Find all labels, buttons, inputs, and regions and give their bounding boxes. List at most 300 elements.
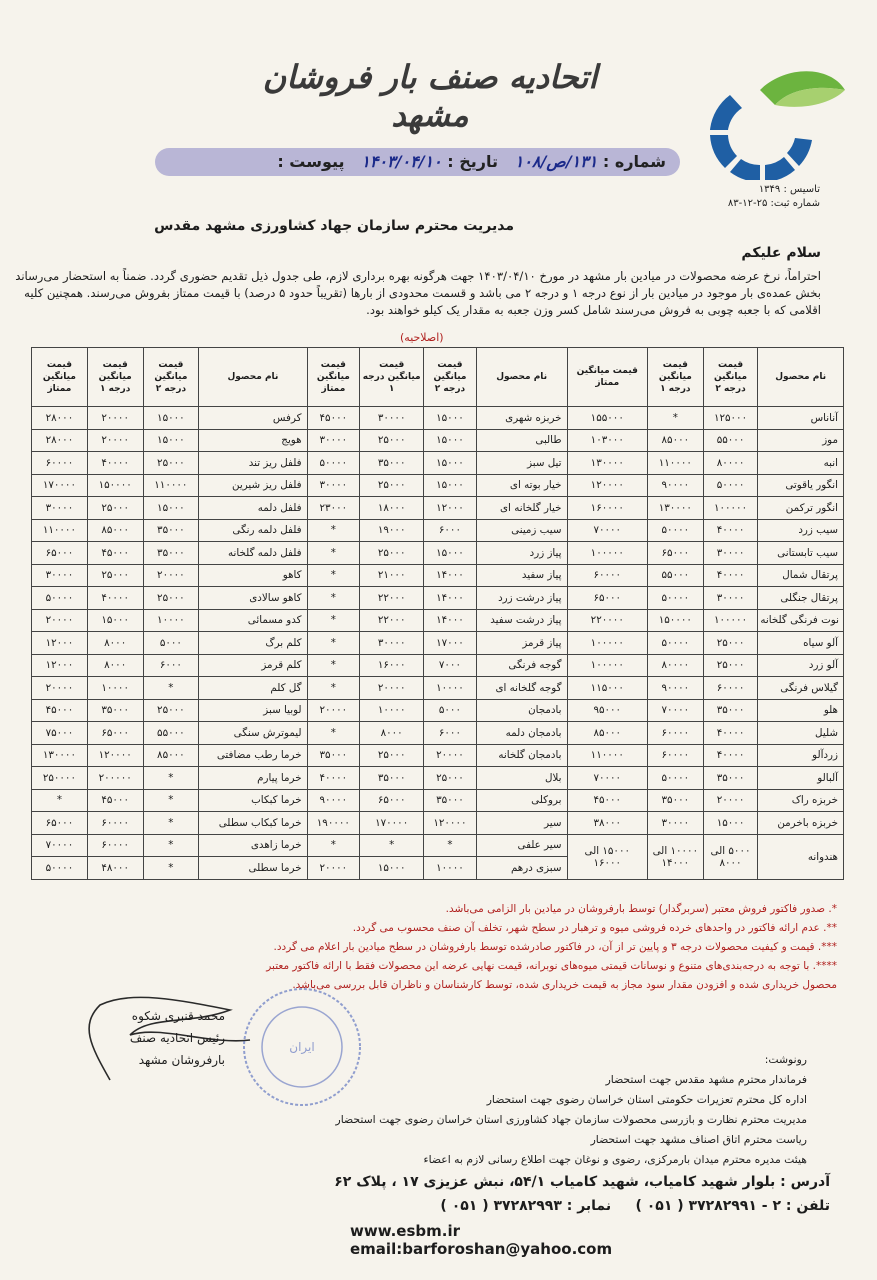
table-row — [32, 677, 844, 700]
table-cell-price-premium: ۴۰۰۰۰ — [307, 767, 360, 790]
cc-item: اداره کل محترم تعزیرات حکومتی استان خراسان رضوی جهت استحضار — [486, 1093, 807, 1106]
table-cell-price-premium: ۲۸۰۰۰ — [32, 429, 88, 452]
table-cell-product-name: بادمجان — [476, 699, 567, 722]
table-cell-product-name: کاهو سالادی — [199, 587, 307, 610]
table-cell-price-grade1: ۱۰۰۰۰ الی ۱۴۰۰۰ — [648, 834, 704, 879]
table-cell-price-grade2: ۱۵۰۰۰ — [424, 407, 477, 430]
table-cell-price-premium: ۷۰۰۰۰ — [567, 519, 647, 542]
footnote: ***. قیمت و کیفیت محصولات درجه ۳ و پایین تر از آن، در فاکتور صادرشده توسط بارفروشان در سطح میادین بار اعلام می گردد. — [273, 941, 837, 953]
table-cell-price-grade2: ۷۰۰۰ — [424, 654, 477, 677]
footer-fax: نمابر : ۳۷۲۸۲۹۹۳ ( ۰۵۱ ) — [440, 1198, 612, 1214]
email-link[interactable]: email:barforoshan@yahoo.com — [350, 1240, 613, 1258]
table-cell-product-name: پرتقال جنگلی — [758, 587, 844, 610]
date-label: تاریخ : — [447, 152, 499, 171]
table-row — [32, 632, 844, 655]
table-cell-price-premium: ۹۵۰۰۰ — [567, 699, 647, 722]
table-cell-product-name: سیب زمینی — [476, 519, 567, 542]
table-cell-product-name: موز — [758, 429, 844, 452]
correction-note: (اصلاحیه) — [400, 331, 444, 344]
table-cell-price-grade1: ۱۲۰۰۰۰ — [87, 744, 143, 767]
table-cell-price-grade1: ۳۰۰۰۰ — [360, 407, 424, 430]
table-cell-price-grade2: ۵۰۰۰ الی ۸۰۰۰ — [703, 834, 758, 879]
table-cell-price-grade2: ۳۵۰۰۰ — [143, 519, 199, 542]
table-cell-price-grade2: ۶۰۰۰ — [424, 722, 477, 745]
table-cell-price-grade2: ۳۵۰۰۰ — [703, 767, 758, 790]
table-cell-product-name: انبه — [758, 452, 844, 475]
table-cell-price-grade2: * — [143, 834, 199, 857]
table-cell-product-name: فلفل ریز شیرین — [199, 474, 307, 497]
table-cell-price-premium: ۱۰۰۰۰۰ — [567, 542, 647, 565]
price-table — [31, 347, 844, 880]
header-premium: قیمت میانگین ممتاز — [307, 348, 360, 407]
table-cell-price-premium: ۶۰۰۰۰ — [32, 452, 88, 475]
table-cell-price-premium: ۲۰۰۰۰ — [307, 699, 360, 722]
signer-role: رئیس اتحادیه صنف بارفروشان مشهد — [129, 1031, 225, 1067]
union-logo-icon — [690, 60, 850, 180]
table-cell-price-grade2: ۱۵۰۰۰ — [703, 812, 758, 835]
table-row — [32, 789, 844, 812]
table-cell-product-name: بادمجان دلمه — [476, 722, 567, 745]
table-cell-price-premium: ۱۱۰۰۰۰ — [567, 744, 647, 767]
table-cell-price-premium: ۲۸۰۰۰ — [32, 407, 88, 430]
table-cell-price-grade1: * — [360, 834, 424, 857]
table-cell-price-grade1: ۲۵۰۰۰ — [360, 744, 424, 767]
table-cell-product-name: سیب تابستانی — [758, 542, 844, 565]
table-cell-product-name: گل کلم — [199, 677, 307, 700]
table-cell-price-premium: ۳۰۰۰۰ — [307, 474, 360, 497]
table-cell-product-name: بروکلی — [476, 789, 567, 812]
table-cell-price-grade2: ۳۰۰۰۰ — [703, 587, 758, 610]
table-cell-product-name: خرما کبکاب — [199, 789, 307, 812]
table-cell-price-grade1: ۶۵۰۰۰ — [87, 722, 143, 745]
table-cell-product-name: نوت فرنگی گلخانه — [758, 609, 844, 632]
table-cell-product-name: بادمجان گلخانه — [476, 744, 567, 767]
established-info — [710, 183, 820, 211]
footer-web — [350, 1222, 730, 1258]
table-cell-price-premium: ۹۰۰۰۰ — [307, 789, 360, 812]
table-cell-price-premium: ۲۳۰۰۰ — [307, 497, 360, 520]
table-cell-price-premium: * — [307, 677, 360, 700]
header-grade2: قیمت میانگین درجه ۲ — [703, 348, 758, 407]
attachment-label: پیوست : — [277, 152, 345, 171]
table-cell-price-grade1: ۲۰۰۰۰ — [87, 429, 143, 452]
table-cell-product-name: سیر علفی — [476, 834, 567, 857]
table-cell-price-grade2: ۲۵۰۰۰ — [143, 699, 199, 722]
table-cell-price-grade1: ۲۵۰۰۰ — [360, 474, 424, 497]
table-row — [32, 474, 844, 497]
table-row — [32, 609, 844, 632]
letter-paragraph: احتراماً، نرخ عرضه محصولات در میادین بار مشهد در مورخ ۱۴۰۳/۰۴/۱۰ جهت هرگونه بهره برداری لازم، طی جدول ذیل تقدیم حضوری گردد. ضمناً به استحضار می‌رساند بخش عمده‌ی بار موجود در میادین بار از نوع درجه ۱ و درجه ۲ می باشد و قسمت محدودی از بارها (تقریباً حدود ۵ درصد) با قیمت ممتاز بفروش می‌رسند. همچنین کلیه اقلامی که با جعبه چوبی به فروش می‌رسند شامل کسر وزن جعبه به مقدار یک کیلو خواهند بود. — [15, 269, 821, 317]
table-cell-price-grade1: ۳۰۰۰۰ — [360, 632, 424, 655]
table-row — [32, 744, 844, 767]
table-row — [32, 564, 844, 587]
footnotes — [37, 900, 837, 995]
table-cell-price-premium: ۲۰۰۰۰ — [32, 609, 88, 632]
table-cell-price-grade2: ۴۰۰۰۰ — [703, 519, 758, 542]
table-row — [32, 497, 844, 520]
table-cell-product-name: پیاز زرد — [476, 542, 567, 565]
table-cell-price-grade2: * — [143, 812, 199, 835]
table-cell-product-name: خربزه راک — [758, 789, 844, 812]
table-cell-price-premium: ۱۷۰۰۰۰ — [32, 474, 88, 497]
table-cell-price-grade1: ۴۵۰۰۰ — [87, 542, 143, 565]
addressee: مدیریت محترم سازمان جهاد کشاورزی مشهد مقدس — [154, 218, 514, 234]
table-cell-price-grade1: ۳۵۰۰۰ — [360, 767, 424, 790]
table-cell-price-premium: ۳۵۰۰۰ — [307, 744, 360, 767]
table-row — [32, 812, 844, 835]
table-cell-price-grade1: ۵۰۰۰۰ — [648, 632, 704, 655]
table-cell-price-premium: ۴۵۰۰۰ — [567, 789, 647, 812]
table-cell-product-name: پیاز درشت سفید — [476, 609, 567, 632]
table-cell-price-grade2: ۲۰۰۰۰ — [703, 789, 758, 812]
table-cell-price-grade1: ۸۵۰۰۰ — [87, 519, 143, 542]
table-cell-price-grade1: ۱۳۰۰۰۰ — [648, 497, 704, 520]
table-cell-price-grade1: ۶۵۰۰۰ — [360, 789, 424, 812]
table-row — [32, 452, 844, 475]
table-cell-product-name: آلبالو — [758, 767, 844, 790]
table-cell-price-grade2: ۱۵۰۰۰ — [424, 474, 477, 497]
table-cell-price-grade1: ۲۰۰۰۰۰ — [87, 767, 143, 790]
table-cell-price-premium: * — [307, 632, 360, 655]
table-cell-price-grade2: ۶۰۰۰ — [424, 519, 477, 542]
table-cell-price-grade2: ۱۴۰۰۰ — [424, 587, 477, 610]
table-cell-price-grade1: ۲۰۰۰۰ — [360, 677, 424, 700]
table-cell-product-name: سبزی درهم — [476, 857, 567, 880]
table-cell-price-grade1: ۶۰۰۰۰ — [87, 834, 143, 857]
table-cell-product-name: پیاز سفید — [476, 564, 567, 587]
signature-block — [85, 1005, 225, 1071]
table-cell-product-name: خرما سطلی — [199, 857, 307, 880]
table-cell-price-grade1: ۴۸۰۰۰ — [87, 857, 143, 880]
table-cell-product-name: آلو سیاه — [758, 632, 844, 655]
table-cell-price-grade2: * — [424, 834, 477, 857]
table-cell-price-grade2: ۲۵۰۰۰ — [143, 452, 199, 475]
table-cell-product-name: آناناس — [758, 407, 844, 430]
table-cell-price-premium: ۱۱۵۰۰۰ — [567, 677, 647, 700]
header-grade2: قیمت میانگین درجه ۲ — [424, 348, 477, 407]
table-cell-price-grade2: * — [143, 857, 199, 880]
table-cell-price-premium: ۲۰۰۰۰ — [32, 677, 88, 700]
table-cell-product-name: هویج — [199, 429, 307, 452]
table-cell-price-grade2: ۲۰۰۰۰ — [143, 564, 199, 587]
table-cell-product-name: فلفل دلمه گلخانه — [199, 542, 307, 565]
table-cell-price-grade1: ۶۰۰۰۰ — [648, 722, 704, 745]
table-cell-price-grade1: ۵۰۰۰۰ — [648, 519, 704, 542]
letterhead-title: اتحادیه صنف بار فروشان مشهد — [262, 58, 598, 134]
table-cell-price-grade2: ۵۰۰۰ — [143, 632, 199, 655]
table-cell-price-premium: ۶۰۰۰۰ — [567, 564, 647, 587]
table-cell-price-grade2: ۱۲۵۰۰۰ — [703, 407, 758, 430]
table-cell-product-name: خرما کبکاب سطلی — [199, 812, 307, 835]
table-cell-product-name: گوجه فرنگی — [476, 654, 567, 677]
header-grade1: قیمت میانگین درجه ۱ — [648, 348, 704, 407]
table-cell-price-grade2: ۱۵۰۰۰ — [424, 429, 477, 452]
table-cell-price-grade2: ۵۰۰۰۰ — [703, 474, 758, 497]
table-cell-price-grade2: ۱۰۰۰۰ — [143, 609, 199, 632]
table-cell-price-grade1: ۲۵۰۰۰ — [87, 564, 143, 587]
table-cell-product-name: پیاز درشت زرد — [476, 587, 567, 610]
table-cell-price-premium: ۲۰۰۰۰ — [307, 857, 360, 880]
table-cell-price-grade1: ۱۶۰۰۰ — [360, 654, 424, 677]
table-cell-price-premium: ۴۵۰۰۰ — [307, 407, 360, 430]
table-cell-product-name: پرتقال شمال — [758, 564, 844, 587]
footer-phones — [90, 1194, 830, 1218]
table-cell-product-name: کلم برگ — [199, 632, 307, 655]
table-cell-price-premium: ۱۹۰۰۰۰ — [307, 812, 360, 835]
greeting: سلام علیکم — [741, 245, 821, 261]
header-product: نام محصول — [476, 348, 567, 407]
table-cell-product-name: گوجه گلخانه ای — [476, 677, 567, 700]
table-cell-price-grade1: ۳۵۰۰۰ — [360, 452, 424, 475]
table-cell-price-premium: * — [307, 609, 360, 632]
table-cell-price-premium: * — [307, 542, 360, 565]
table-row — [32, 519, 844, 542]
table-row — [32, 587, 844, 610]
table-cell-price-premium: ۱۳۰۰۰۰ — [32, 744, 88, 767]
table-cell-price-grade2: ۳۵۰۰۰ — [143, 542, 199, 565]
table-header-row — [32, 348, 844, 407]
table-row — [32, 722, 844, 745]
table-cell-price-grade2: ۱۴۰۰۰ — [424, 609, 477, 632]
table-cell-product-name: هندوانه — [758, 834, 844, 879]
table-cell-price-grade2: ۶۰۰۰ — [143, 654, 199, 677]
table-cell-price-grade1: ۱۵۰۰۰۰ — [87, 474, 143, 497]
table-cell-price-premium: ۱۱۰۰۰۰ — [32, 519, 88, 542]
table-cell-price-premium: ۷۵۰۰۰ — [32, 722, 88, 745]
table-row — [32, 407, 844, 430]
table-cell-product-name: سیر — [476, 812, 567, 835]
table-cell-price-grade2: ۵۰۰۰ — [424, 699, 477, 722]
table-cell-price-grade1: ۱۵۰۰۰۰ — [648, 609, 704, 632]
table-cell-price-premium: * — [307, 564, 360, 587]
table-cell-price-grade2: ۱۰۰۰۰ — [424, 857, 477, 880]
table-cell-price-grade2: ۴۰۰۰۰ — [703, 564, 758, 587]
table-cell-price-grade1: ۸۰۰۰ — [360, 722, 424, 745]
table-cell-price-grade2: ۱۴۰۰۰ — [424, 564, 477, 587]
table-cell-product-name: کرفس — [199, 407, 307, 430]
table-cell-price-grade2: ۲۵۰۰۰ — [703, 632, 758, 655]
table-cell-price-grade1: ۶۵۰۰۰ — [648, 542, 704, 565]
table-cell-price-premium: ۱۰۰۰۰۰ — [567, 632, 647, 655]
footnote: محصول خریداری شده و افزودن مقدار سود مجاز به قیمت خریداری شده، توسط کارشناسان و ناظران قابل بررسی می‌باشد. — [292, 979, 837, 991]
footnote: ****. با توجه به درجه‌بندی‌های متنوع و نوسانات قیمتی میوه‌های نوبرانه، قیمت نهایی عرضه این محصولات فقط با ارائه فاکتور معتبر — [266, 960, 837, 972]
header-premium: قیمت میانگین ممتاز — [567, 348, 647, 407]
table-cell-price-premium: ۵۰۰۰۰ — [307, 452, 360, 475]
table-cell-price-grade2: ۳۰۰۰۰ — [703, 542, 758, 565]
table-cell-price-premium: ۱۲۰۰۰ — [32, 654, 88, 677]
table-cell-product-name: انگور ترکمن — [758, 497, 844, 520]
table-cell-price-grade2: ۶۰۰۰۰ — [703, 677, 758, 700]
table-cell-price-grade2: ۲۵۰۰۰ — [143, 587, 199, 610]
table-row — [32, 699, 844, 722]
table-cell-price-premium: ۳۰۰۰۰ — [32, 497, 88, 520]
table-cell-price-grade1: ۲۵۰۰۰ — [360, 542, 424, 565]
table-cell-price-grade2: ۱۵۰۰۰ — [143, 429, 199, 452]
table-cell-product-name: کدو مسمائی — [199, 609, 307, 632]
table-cell-price-premium: ۷۰۰۰۰ — [567, 767, 647, 790]
table-cell-product-name: خربزه شهری — [476, 407, 567, 430]
table-cell-price-grade1: ۲۰۰۰۰ — [87, 407, 143, 430]
table-cell-price-premium: ۳۰۰۰۰ — [307, 429, 360, 452]
table-cell-product-name: آلو زرد — [758, 654, 844, 677]
table-cell-product-name: گیلاس فرنگی — [758, 677, 844, 700]
table-cell-price-premium: ۱۶۰۰۰۰ — [567, 497, 647, 520]
table-cell-price-grade1: ۸۰۰۰ — [87, 654, 143, 677]
table-cell-price-grade1: ۶۰۰۰۰ — [648, 744, 704, 767]
table-cell-price-grade2: ۱۵۰۰۰ — [143, 497, 199, 520]
table-cell-product-name: لیموترش سنگی — [199, 722, 307, 745]
table-cell-product-name: خربزه باخرمن — [758, 812, 844, 835]
table-cell-price-grade1: ۸۰۰۰۰ — [648, 654, 704, 677]
table-cell-price-premium: * — [307, 834, 360, 857]
table-cell-price-grade2: ۲۵۰۰۰ — [424, 767, 477, 790]
table-cell-price-grade2: ۲۵۰۰۰ — [703, 654, 758, 677]
table-cell-product-name: خیار بوته ای — [476, 474, 567, 497]
table-cell-price-grade1: ۹۰۰۰۰ — [648, 474, 704, 497]
table-cell-price-grade1: ۲۲۰۰۰ — [360, 587, 424, 610]
table-cell-price-grade1: ۱۰۰۰۰ — [360, 699, 424, 722]
table-cell-price-grade2: ۵۵۰۰۰ — [143, 722, 199, 745]
table-cell-price-premium: ۶۵۰۰۰ — [32, 812, 88, 835]
table-cell-product-name: زردآلو — [758, 744, 844, 767]
footnote: *. صدور فاکتور فروش معتبر (سربرگدار) توسط بارفروشان در میادین بار الزامی می‌باشد. — [445, 903, 837, 915]
table-cell-price-grade2: ۱۲۰۰۰ — [424, 497, 477, 520]
header-grade1: قیمت میانگین درجه ۱ — [87, 348, 143, 407]
table-cell-product-name: فلفل دلمه رنگی — [199, 519, 307, 542]
reference-bar — [155, 148, 680, 176]
table-cell-price-grade1: ۳۰۰۰۰ — [648, 812, 704, 835]
table-cell-price-grade2: ۳۵۰۰۰ — [424, 789, 477, 812]
table-cell-product-name: انگور یاقوتی — [758, 474, 844, 497]
table-cell-price-grade2: ۲۰۰۰۰ — [424, 744, 477, 767]
table-cell-price-premium: ۲۲۰۰۰۰ — [567, 609, 647, 632]
table-cell-price-premium: ۱۲۰۰۰۰ — [567, 474, 647, 497]
table-cell-price-premium: * — [307, 654, 360, 677]
table-cell-price-grade2: ۱۲۰۰۰۰ — [424, 812, 477, 835]
table-cell-price-grade1: ۸۰۰۰ — [87, 632, 143, 655]
website-link[interactable]: www.esbm.ir — [350, 1222, 461, 1240]
table-cell-price-grade2: ۵۵۰۰۰ — [703, 429, 758, 452]
table-cell-price-grade2: ۱۱۰۰۰۰ — [143, 474, 199, 497]
table-cell-price-grade2: ۳۵۰۰۰ — [703, 699, 758, 722]
table-cell-product-name: فلفل ریز تند — [199, 452, 307, 475]
table-cell-price-grade1: ۴۰۰۰۰ — [87, 452, 143, 475]
number-value: ۱۳۱/ص/۱۰۸ — [514, 152, 598, 171]
table-cell-price-grade2: ۸۰۰۰۰ — [703, 452, 758, 475]
table-cell-price-premium: ۱۲۰۰۰ — [32, 632, 88, 655]
table-row — [32, 767, 844, 790]
table-cell-price-grade2: ۸۵۰۰۰ — [143, 744, 199, 767]
table-cell-price-premium: * — [307, 519, 360, 542]
table-cell-price-grade1: ۴۰۰۰۰ — [87, 587, 143, 610]
table-cell-price-premium: ۳۰۰۰۰ — [32, 564, 88, 587]
cc-item: فرماندار محترم مشهد مقدس جهت استحضار — [605, 1073, 807, 1086]
table-row — [32, 429, 844, 452]
established-year: تاسیس : ۱۳۴۹ — [758, 184, 820, 195]
table-cell-price-premium: * — [32, 789, 88, 812]
table-cell-product-name: کلم قرمز — [199, 654, 307, 677]
table-cell-price-grade2: ۱۵۰۰۰ — [424, 452, 477, 475]
table-cell-price-grade2: ۱۵۰۰۰ — [143, 407, 199, 430]
table-cell-price-premium: ۷۰۰۰۰ — [32, 834, 88, 857]
table-cell-price-premium: ۳۸۰۰۰ — [567, 812, 647, 835]
table-cell-price-grade1: ۱۵۰۰۰ — [87, 609, 143, 632]
footer-contact — [90, 1170, 830, 1218]
table-cell-price-grade1: ۴۵۰۰۰ — [87, 789, 143, 812]
cc-item: هیئت مدیره محترم میدان بارمرکزی، رضوی و نوغان جهت اطلاع رسانی لازم به اعضاء — [423, 1153, 807, 1166]
table-cell-price-grade1: ۸۵۰۰۰ — [648, 429, 704, 452]
table-cell-price-grade1: ۱۰۰۰۰ — [87, 677, 143, 700]
table-cell-price-grade1: ۲۱۰۰۰ — [360, 564, 424, 587]
table-cell-price-grade2: ۱۰۰۰۰ — [424, 677, 477, 700]
table-cell-price-premium: ۱۰۳۰۰۰ — [567, 429, 647, 452]
cc-item: مدیریت محترم نظارت و بازرسی محصولات سازمان جهاد کشاورزی استان خراسان رضوی جهت استحضار — [335, 1113, 807, 1126]
table-cell-price-grade1: ۹۰۰۰۰ — [648, 677, 704, 700]
table-cell-price-grade1: ۲۲۰۰۰ — [360, 609, 424, 632]
table-cell-price-premium: * — [307, 587, 360, 610]
footer-address: آدرس : بلوار شهید کامیاب، شهید کامیاب ۵۴/۱، نبش عزیزی ۱۷ ، پلاک ۶۲ — [334, 1174, 830, 1190]
table-cell-price-grade1: ۱۹۰۰۰ — [360, 519, 424, 542]
table-cell-price-premium: ۱۳۰۰۰۰ — [567, 452, 647, 475]
date-value: ۱۴۰۳/۰۴/۱۰ — [361, 152, 442, 171]
table-cell-price-grade1: ۶۰۰۰۰ — [87, 812, 143, 835]
table-cell-price-premium: ۶۵۰۰۰ — [567, 587, 647, 610]
footer-phone: تلفن : ۲ - ۳۷۲۸۲۹۹۱ ( ۰۵۱ ) — [635, 1198, 830, 1214]
header-grade2: قیمت میانگین درجه ۲ — [143, 348, 199, 407]
table-cell-product-name: لوبیا سبز — [199, 699, 307, 722]
table-cell-product-name: خرما رطب مضافتی — [199, 744, 307, 767]
table-cell-price-grade1: ۱۷۰۰۰۰ — [360, 812, 424, 835]
table-cell-price-premium: ۸۵۰۰۰ — [567, 722, 647, 745]
number-label: شماره : — [602, 152, 666, 171]
table-cell-product-name: خرما پیارم — [199, 767, 307, 790]
table-cell-product-name: بلال — [476, 767, 567, 790]
table-row — [32, 542, 844, 565]
table-cell-product-name: طالبی — [476, 429, 567, 452]
table-cell-price-grade1: ۱۸۰۰۰ — [360, 497, 424, 520]
signer-name: محمد قنبری شکوه — [131, 1009, 225, 1023]
cc-list — [207, 1050, 807, 1170]
table-cell-price-premium: ۴۵۰۰۰ — [32, 699, 88, 722]
header-product: نام محصول — [758, 348, 844, 407]
cc-item: ریاست محترم اتاق اصناف مشهد جهت استحضار — [590, 1133, 807, 1146]
table-cell-product-name: فلفل دلمه — [199, 497, 307, 520]
table-cell-price-premium: ۱۵۰۰۰ الی ۱۶۰۰۰ — [567, 834, 647, 879]
table-cell-price-grade2: ۱۰۰۰۰۰ — [703, 609, 758, 632]
table-cell-product-name: خیار گلخانه ای — [476, 497, 567, 520]
table-cell-price-grade1: ۳۵۰۰۰ — [87, 699, 143, 722]
table-cell-product-name: خرما زاهدی — [199, 834, 307, 857]
table-cell-price-grade2: * — [143, 789, 199, 812]
table-cell-product-name: سیب زرد — [758, 519, 844, 542]
table-cell-product-name: پیاز قرمز — [476, 632, 567, 655]
table-cell-price-grade1: ۲۵۰۰۰ — [360, 429, 424, 452]
table-cell-product-name: تیل سبز — [476, 452, 567, 475]
table-cell-price-grade2: ۱۵۰۰۰ — [424, 542, 477, 565]
header-grade1: قیمت میانگین درجه ۱ — [360, 348, 424, 407]
table-cell-price-premium: ۱۰۰۰۰۰ — [567, 654, 647, 677]
table-cell-price-grade2: ۱۰۰۰۰۰ — [703, 497, 758, 520]
table-cell-price-grade1: * — [648, 407, 704, 430]
table-cell-product-name: شلیل — [758, 722, 844, 745]
table-row — [32, 834, 844, 857]
table-row — [32, 654, 844, 677]
table-cell-price-grade2: ۴۰۰۰۰ — [703, 744, 758, 767]
table-cell-price-grade1: ۱۱۰۰۰۰ — [648, 452, 704, 475]
table-cell-price-grade1: ۵۰۰۰۰ — [648, 767, 704, 790]
table-cell-price-premium: ۵۰۰۰۰ — [32, 857, 88, 880]
table-cell-price-premium: ۱۵۵۰۰۰ — [567, 407, 647, 430]
